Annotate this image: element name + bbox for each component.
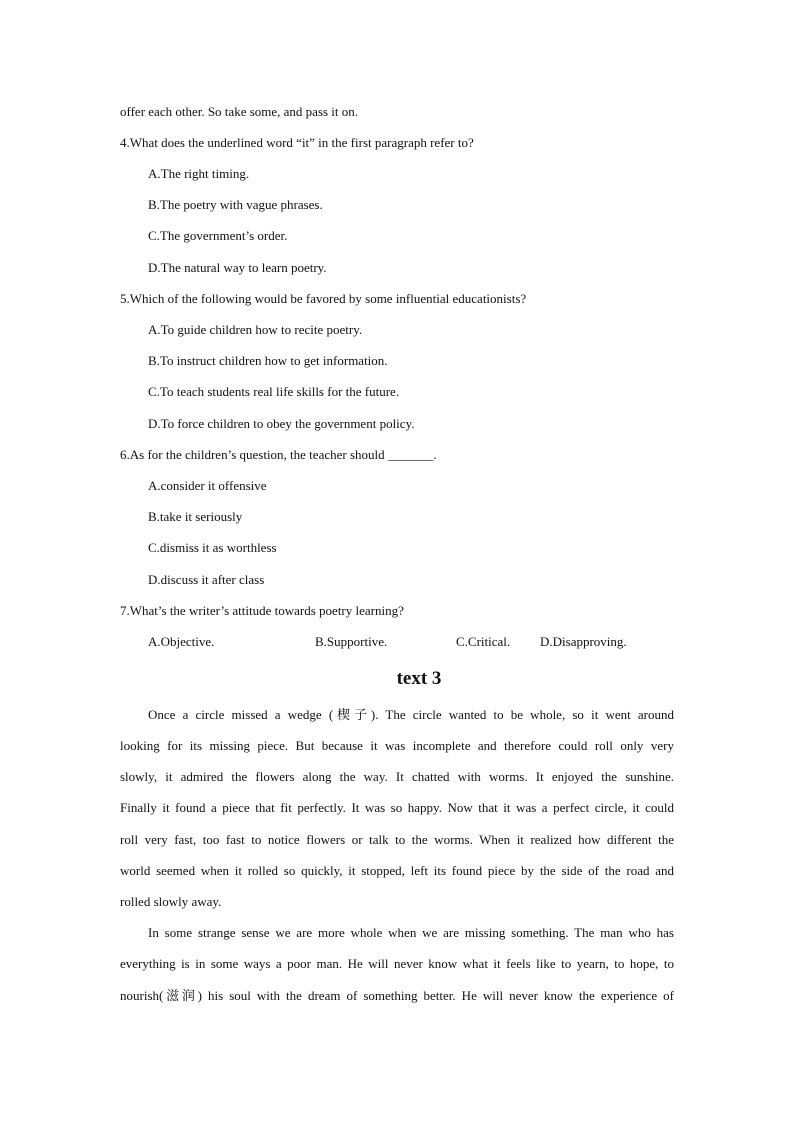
question-5-option-b: B.To instruct children how to get information. [148,353,388,368]
passage-p1-line-5: roll very fast, too fast to notice flowers or talk to the worms. When it realized how different the [120,832,674,847]
question-7-option-c: C.Critical. [456,634,511,649]
question-4-stem: 4.What does the underlined word “it” in the first paragraph refer to? [120,135,474,150]
passage-p1-line-7: rolled slowly away. [120,894,222,909]
question-5-option-d: D.To force children to obey the government policy. [148,416,415,431]
question-7-stem: 7.What’s the writer’s attitude towards poetry learning? [120,603,404,618]
question-6-option-a: A.consider it offensive [148,478,267,493]
passage-p1-line-6: world seemed when it rolled so quickly, it stopped, left its found piece by the side of the road and [120,863,674,878]
question-7-option-d: D.Disapproving. [540,634,627,649]
passage-p2-line-2: everything is in some ways a poor man. He will never know what it feels like to yearn, to hope, to [120,956,674,971]
passage-p2-line-3: nourish(滋润) his soul with the dream of something better. He will never know the experience of [120,988,674,1003]
passage-p1-line-4: Finally it found a piece that fit perfectly. It was so happy. Now that it was a perfect circle, it could [120,800,674,815]
passage-p2-line-1: In some strange sense we are more whole when we are missing something. The man who has [148,925,674,940]
question-4-option-c: C.The government’s order. [148,228,288,243]
question-4-option-d: D.The natural way to learn poetry. [148,260,327,275]
question-6-option-d: D.discuss it after class [148,572,265,587]
passage-p1-line-2: looking for its missing piece. But because it was incomplete and therefore could roll only very [120,738,674,753]
passage-p1-line-1: Once a circle missed a wedge (楔子). The circle wanted to be whole, so it went around [148,707,674,722]
question-6-option-c: C.dismiss it as worthless [148,540,277,555]
question-5-option-c: C.To teach students real life skills for the future. [148,384,400,399]
question-4-option-a: A.The right timing. [148,166,250,181]
question-4-option-b: B.The poetry with vague phrases. [148,197,323,212]
question-6-option-b: B.take it seriously [148,509,243,524]
previous-text-tail: offer each other. So take some, and pass it on. [120,104,359,119]
question-7-option-b: B.Supportive. [315,634,388,649]
section-title: text 3 [396,668,442,689]
passage-p1-line-3: slowly, it admired the flowers along the way. It chatted with worms. It enjoyed the sunshine. [120,769,674,784]
question-6-stem: 6.As for the children’s question, the teacher should _______. [120,447,437,462]
question-5-option-a: A.To guide children how to recite poetry. [148,322,363,337]
question-7-option-a: A.Objective. [148,634,215,649]
question-5-stem: 5.Which of the following would be favored by some influential educationists? [120,291,527,306]
